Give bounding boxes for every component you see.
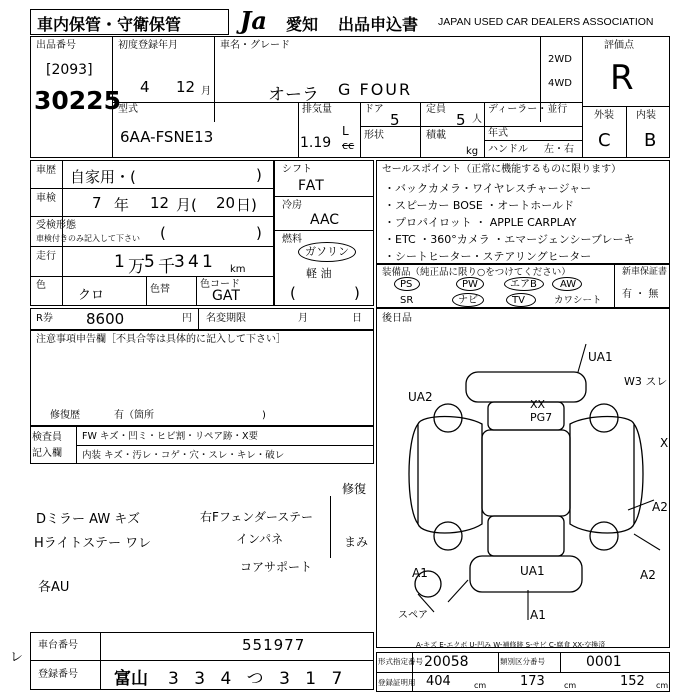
cert-label: 登録証明用 <box>378 678 416 687</box>
capacity-label: 定員 <box>426 104 446 115</box>
damage-mark: UA1 <box>520 564 545 578</box>
fw-row: FW キズ・凹ミ・ヒビ割・リペア跡・X要 <box>82 431 259 442</box>
spec-mark: レ <box>10 650 24 665</box>
deadline-label: 名変期限 <box>206 313 246 324</box>
spec-length: 404 <box>426 674 451 689</box>
storage-label: 車内保管・守衛保管 <box>37 15 182 34</box>
equipment-circle <box>456 277 484 291</box>
damage-mark: A2 <box>640 568 656 582</box>
inspection-month: 12 <box>150 194 170 212</box>
damage-mark: A1 <box>412 566 428 580</box>
handle-label: ハンドル <box>488 144 528 155</box>
equipment-item: AW <box>560 279 577 290</box>
repairs-bracket <box>330 496 340 558</box>
fuel-close: ) <box>354 284 360 302</box>
association-name: JAPAN USED CAR DEALERS ASSOCIATION <box>438 16 654 28</box>
registration-month-unit: 月 <box>201 86 211 97</box>
mileage-unit: km <box>230 264 246 275</box>
doors-label: ドア <box>364 104 384 115</box>
model-code: 20058 <box>424 654 469 670</box>
equipment-item: PW <box>462 279 478 290</box>
mileage-digit: 千 <box>158 257 175 277</box>
mileage-label: 走行 <box>36 251 56 262</box>
repair-item: コアサポート <box>240 560 313 574</box>
drive-4wd: 4WD <box>548 78 572 89</box>
history-value: 自家用・( <box>70 168 136 186</box>
displacement-cc: cc <box>342 139 355 152</box>
damage-legend: A-キズ E-エクボ U-凹み W-補修跡 S-サビ C-腐食 XX-交換済 <box>416 641 606 649</box>
damage-mark: XX PG7 <box>530 398 553 424</box>
doors-value: 5 <box>390 111 400 129</box>
load-unit: kg <box>466 146 479 157</box>
exterior-label: 外装 <box>594 110 614 121</box>
score-label: 評価点 <box>604 40 634 51</box>
spec-unit: cm <box>564 681 577 690</box>
registration-month: 12 <box>176 78 196 96</box>
fuel-other: 軽 油 <box>306 267 332 280</box>
displacement-unit: L <box>342 124 349 138</box>
mileage-digit: 3 <box>174 252 185 272</box>
damage-mark: X <box>660 436 669 450</box>
color-change-label: 色替 <box>150 284 170 295</box>
model-value: 6AA-FSNE13 <box>120 128 214 146</box>
mileage-digit: 1 <box>202 252 213 272</box>
org-name: 愛知 <box>286 15 319 34</box>
selling-point-item: ・シートヒーター・ステアリングヒーター <box>384 250 592 263</box>
plate-label: 登録番号 <box>38 669 78 680</box>
selling-point-item: ・プロパイロット ・ APPLE CARPLAY <box>384 216 577 229</box>
note-item: Hライトステー ワレ <box>34 536 152 551</box>
registration-year: 4 <box>140 78 150 96</box>
lot-number: 30225 <box>34 86 121 115</box>
equipment-item: PS <box>400 279 413 290</box>
fuel-selected: ガソリン <box>305 245 349 258</box>
repair-label: 修復歴 <box>50 410 80 421</box>
damage-mark: A2 <box>652 500 668 514</box>
equipment-label: 装備品（純正品に限り○をつけてください） <box>382 267 571 278</box>
equipment-circle <box>394 277 420 291</box>
inspection-day-unit: 日) <box>236 196 257 214</box>
category-label: 類別区分番号 <box>500 657 545 666</box>
mileage-digit: 4 <box>188 252 199 272</box>
damage-mark: UA1 <box>588 350 613 364</box>
logo: Ja <box>240 6 267 35</box>
score-value: R <box>610 58 634 98</box>
name-grade-label: 車名・グレード <box>220 40 290 51</box>
deadline-month: 月 <box>298 313 308 324</box>
shift-value: FAT <box>298 178 325 194</box>
vehicle-name: オーラ <box>268 85 319 105</box>
inspection-day: 20 <box>216 194 236 212</box>
capacity-unit: 人 <box>472 114 482 125</box>
selling-point-item: ・スピーカー BOSE ・オートホールド <box>384 199 575 212</box>
damage-mark: A1 <box>530 608 546 622</box>
recycle-row <box>30 308 374 330</box>
mileage-digits <box>114 252 216 277</box>
equipment-item: TV <box>512 295 525 306</box>
spec-unit: cm <box>474 681 487 690</box>
displacement-label: 排気量 <box>302 104 332 115</box>
model-code-label: 形式指定番号 <box>378 657 423 666</box>
displacement-value: 1.19 <box>300 135 332 151</box>
vehicle-grade: G FOUR <box>338 80 413 99</box>
lot-code: [2093] <box>46 62 93 78</box>
color-label: 色 <box>36 280 46 291</box>
equipment-item: ナビ <box>458 295 478 306</box>
spare-label: スペア <box>398 610 428 621</box>
drive-2wd: 2WD <box>548 54 572 65</box>
inspection-year: 7 <box>92 194 102 212</box>
color-code: GAT <box>212 288 240 304</box>
damage-mark: W3 スレ <box>624 375 668 388</box>
exterior-grade: C <box>598 130 611 151</box>
recycle-unit: 円 <box>182 313 192 324</box>
selling-points-label: セールスポイント（正常に機能するものに限ります） <box>382 164 622 175</box>
note-item: 各AU <box>38 580 70 595</box>
ac-value: AAC <box>310 212 340 228</box>
inspector-label: 検査員 <box>32 432 62 443</box>
repair-item: インパネ <box>236 532 284 546</box>
interior-row: 内装 キズ・汚レ・コゲ・穴・スレ・キレ・破レ <box>82 450 285 461</box>
spec-height: 152 <box>620 674 645 689</box>
inspection-month-unit: 月( <box>176 196 197 214</box>
plate-number: 3 3 4 つ 3 1 7 <box>168 669 348 689</box>
interior-grade: B <box>644 130 657 151</box>
dealer-label: ディーラー・並行 <box>488 104 568 115</box>
year-label: 年式 <box>488 128 508 139</box>
form-title: 出品申込書 <box>338 15 419 34</box>
color-value: クロ <box>78 288 105 303</box>
ac-label: 冷房 <box>282 200 302 211</box>
warranty-label: 新車保証書 <box>622 267 668 277</box>
repair-item: まみ <box>344 535 369 549</box>
chassis-value: 551977 <box>242 636 306 654</box>
load-label: 積載 <box>426 130 446 141</box>
category-code: 0001 <box>586 654 622 670</box>
fuel-open: ( <box>290 284 296 302</box>
chassis-label: 車台番号 <box>38 640 78 651</box>
color-code-label: 色コード <box>200 279 240 290</box>
plate-region: 富山 <box>114 669 148 689</box>
mileage-digit: 5 <box>144 252 155 272</box>
history-label: 車歴 <box>36 165 56 176</box>
repair-close: ) <box>262 410 266 421</box>
note-item: Dミラー AW キズ <box>36 512 141 527</box>
interior-label: 内装 <box>636 110 656 121</box>
acceptance-open: ( <box>160 224 166 242</box>
inspection-label: 車検 <box>36 193 56 204</box>
shift-label: シフト <box>282 164 312 175</box>
equipment-item: SR <box>400 295 414 306</box>
handle-options: 左・右 <box>544 144 574 155</box>
capacity-value: 5 <box>456 111 466 129</box>
lot-label: 出品番号 <box>36 40 76 51</box>
mileage-digit: 万 <box>128 257 145 277</box>
acceptance-label: 受検形態 <box>36 220 76 231</box>
equipment-circle <box>552 277 582 291</box>
damage-mark: UA2 <box>408 390 433 404</box>
repair-value: 有（箇所 <box>114 410 154 421</box>
equipment-circle <box>452 293 484 307</box>
warranty-options: 有 ・ 無 <box>622 289 659 300</box>
history-close: ) <box>256 166 262 184</box>
notes-label: 注意事項申告欄［不具合等は具体的に記入して下さい］ <box>36 334 286 345</box>
equipment-circle <box>506 293 536 307</box>
equipment-item: エアB <box>510 279 537 290</box>
record-label: 記入欄 <box>32 448 62 459</box>
spec-unit: cm <box>656 681 669 690</box>
selling-point-item: ・バックカメラ・ワイヤレスチャージャー <box>384 182 592 195</box>
shape-label: 形状 <box>364 130 384 141</box>
deadline-day: 日 <box>352 313 362 324</box>
equipment-circle <box>504 277 544 291</box>
acceptance-note: 車検付きのみ記入して下さい <box>36 234 140 243</box>
registration-label: 初度登録年月 <box>118 40 178 51</box>
equipment-item: カワシート <box>554 295 602 306</box>
repairs-header: 修復 <box>342 482 367 496</box>
recycle-label: R券 <box>36 313 53 324</box>
acceptance-close: ) <box>256 224 262 242</box>
repair-item: 右Fフェンダーステー <box>200 510 313 524</box>
model-label: 型式 <box>118 104 138 115</box>
selling-point-item: ・ETC ・360°カメラ ・エマージェンシーブレーキ <box>384 233 635 246</box>
fuel-label: 燃料 <box>282 234 302 245</box>
recycle-value: 8600 <box>86 310 125 328</box>
inspection-year-unit: 年 <box>114 196 130 214</box>
after-label: 後日品 <box>382 313 412 324</box>
mileage-digit: 1 <box>114 252 125 272</box>
spec-width: 173 <box>520 674 545 689</box>
